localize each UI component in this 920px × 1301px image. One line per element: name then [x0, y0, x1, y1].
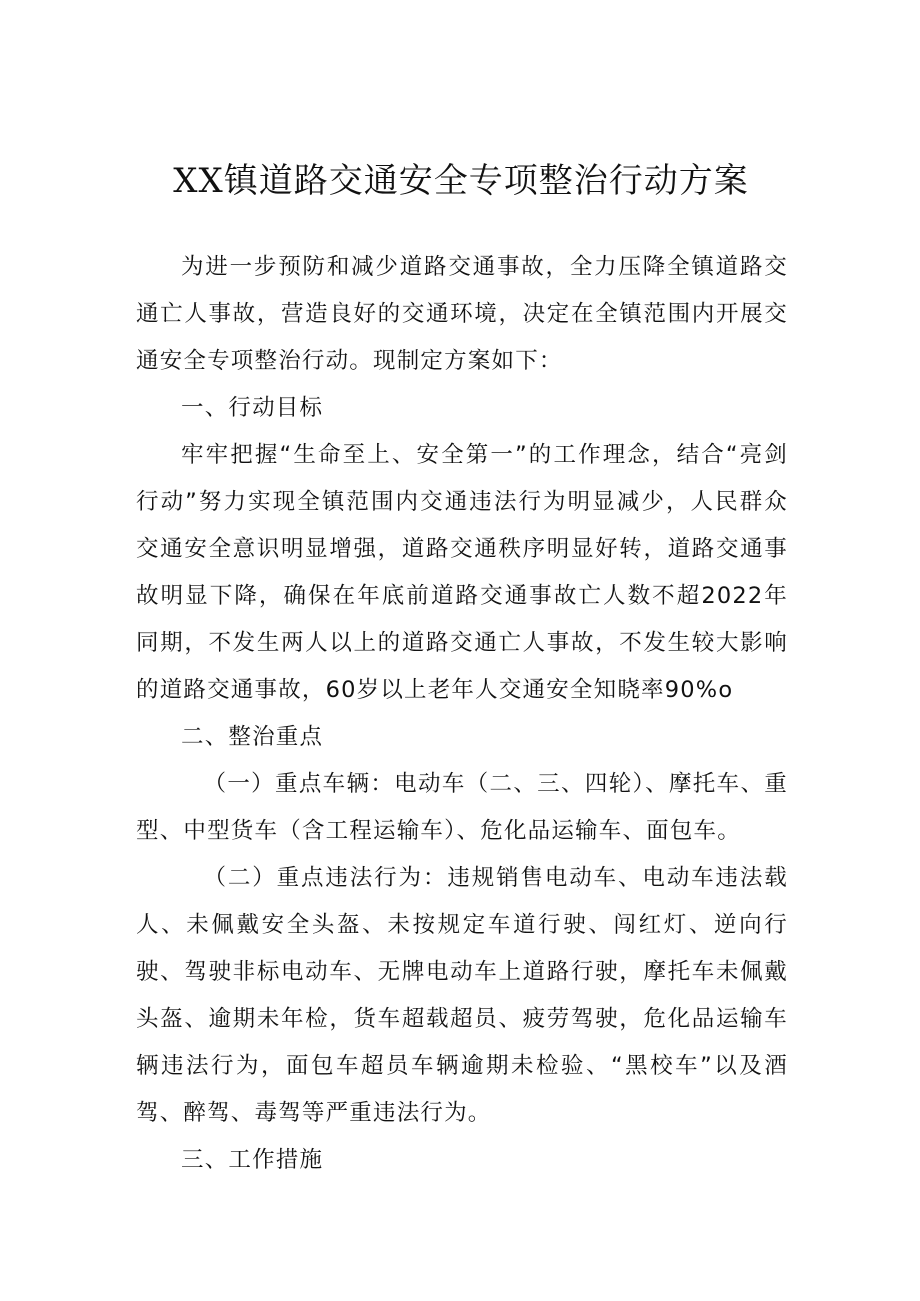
- section-heading-focus: 二、整治重点: [181, 724, 324, 750]
- document-body: [136, 244, 788, 1184]
- intro-paragraph: 为进一步预防和减少道路交通事故，全力压降全镇道路交通亡人事故，营造良好的交通环境，决定在全镇范围内开展交通安全专项整治行动。现制定方案如下：: [136, 254, 788, 374]
- focus-vehicles-paragraph: （一）重点车辆：电动车（二、三、四轮）、摩托车、重型、中型货车（含工程运输车）、危化品运输车、面包车。: [136, 771, 788, 844]
- section-heading-measures: 三、工作措施: [181, 1147, 324, 1173]
- section-heading-goals: 一、行动目标: [181, 395, 324, 421]
- document-title: XX镇道路交通安全专项整治行动方案: [173, 161, 749, 201]
- goals-paragraph: 牢牢把握“生命至上、安全第一”的工作理念，结合“亮剑行动”努力实现全镇范围内交通违法行为明显减少，人民群众交通安全意识明显增强，道路交通秩序明显好转，道路交通事故明显下降，确保在年底前道路交通事故亡人数不超2022年同期，不发生两人以上的道路交通亡人事故，不发生较大影响的道路交通事故，60岁以上老年人交通安全知晓率90%o: [136, 442, 788, 703]
- focus-violations-paragraph: （二）重点违法行为：违规销售电动车、电动车违法载人、未佩戴安全头盔、未按规定车道行驶、闯红灯、逆向行驶、驾驶非标电动车、无牌电动车上道路行驶，摩托车未佩戴头盔、逾期未年检，货车超载超员、疲劳驾驶，危化品运输车辆违法行为，面包车超员车辆逾期未检验、“黑校车”以及酒驾、醉驾、毒驾等严重违法行为。: [136, 865, 788, 1126]
